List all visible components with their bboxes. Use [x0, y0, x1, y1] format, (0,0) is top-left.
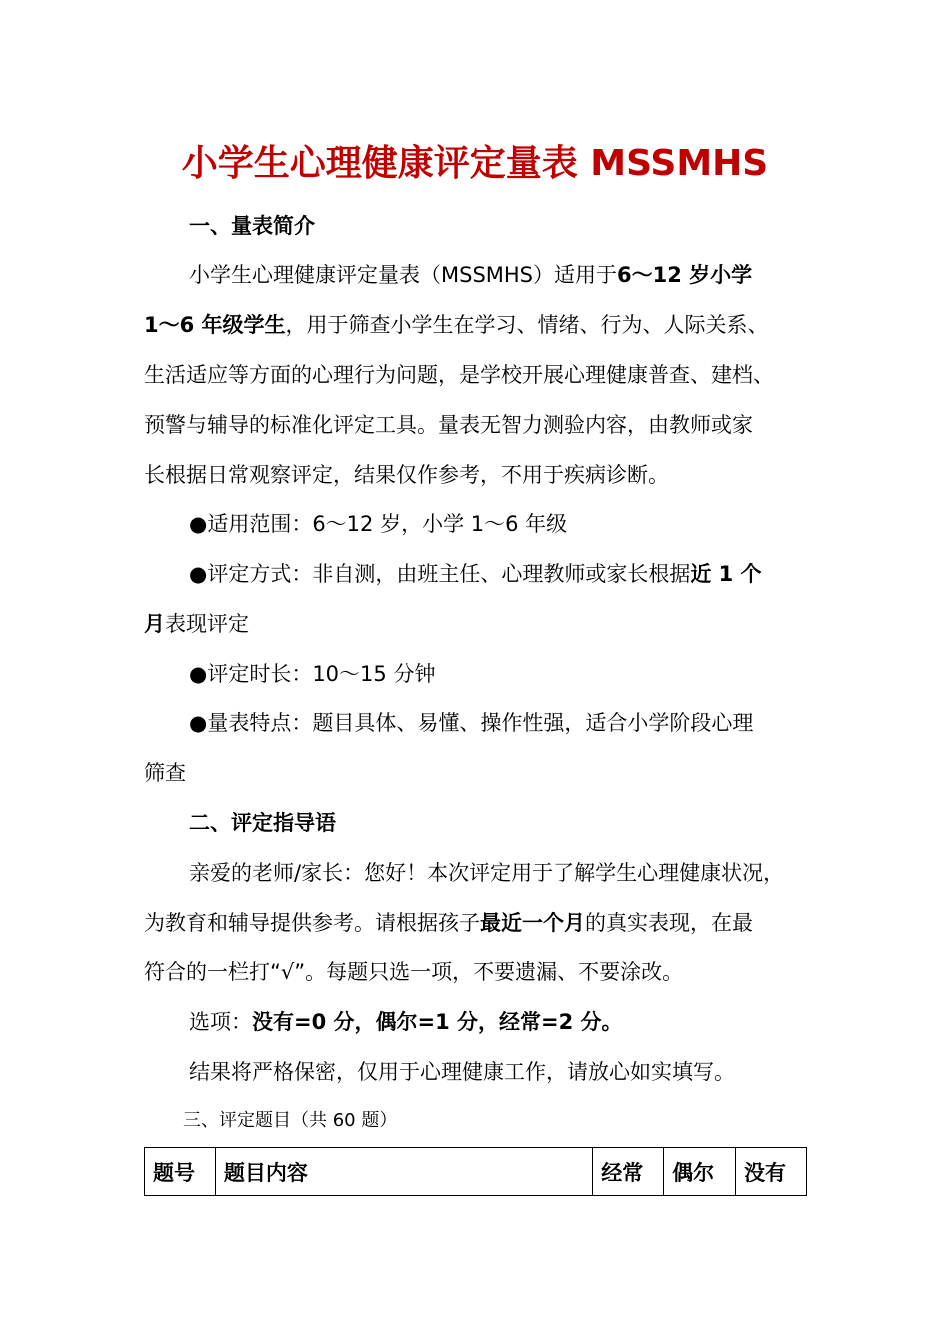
intro-line-3: 生活适应等方面的心理行为问题，是学校开展心理健康普查、建档、 — [144, 363, 774, 387]
instructions-line-3: 符合的一栏打“√”。每题只选一项，不要遗漏、不要涂改。 — [144, 960, 684, 984]
section-heading-items: 三、评定题目（共 60 题） — [183, 1110, 398, 1131]
intro-line-2: 1～6 年级学生，用于筛查小学生在学习、情绪、行为、人际关系、 — [144, 313, 769, 337]
intro-line-5: 长根据日常观察评定，结果仅作参考，不用于疾病诊断。 — [144, 463, 669, 487]
instructions-line-1: 亲爱的老师/家长：您好！本次评定用于了解学生心理健康状况， — [189, 861, 785, 885]
page-title: 小学生心理健康评定量表 MSSMHS — [181, 143, 769, 184]
bullet-features-cont: 筛查 — [144, 761, 186, 785]
bullet-features: ●量表特点：题目具体、易懂、操作性强，适合小学阶段心理 — [189, 711, 754, 735]
options-line: 选项：没有=0 分，偶尔=1 分，经常=2 分。 — [189, 1010, 623, 1034]
section-heading-intro: 一、量表简介 — [189, 214, 315, 238]
intro-line-4: 预警与辅导的标准化评定工具。量表无智力测验内容，由教师或家 — [144, 413, 753, 437]
header-sometimes: 偶尔 — [664, 1148, 736, 1196]
bullet-duration: ●评定时长：10～15 分钟 — [189, 662, 436, 686]
header-number: 题号 — [145, 1148, 216, 1196]
instructions-line-2: 为教育和辅导提供参考。请根据孩子最近一个月的真实表现，在最 — [144, 911, 753, 935]
header-often: 经常 — [593, 1148, 664, 1196]
section-heading-instructions: 二、评定指导语 — [189, 811, 336, 835]
confidential-line: 结果将严格保密，仅用于心理健康工作，请放心如实填写。 — [189, 1060, 735, 1084]
bullet-method-cont: 月表现评定 — [144, 612, 249, 636]
bullet-method: ●评定方式：非自测，由班主任、心理教师或家长根据近 1 个 — [189, 562, 762, 586]
header-never: 没有 — [736, 1148, 807, 1196]
bullet-scope: ●适用范围：6～12 岁，小学 1～6 年级 — [189, 512, 568, 536]
intro-line-1: 小学生心理健康评定量表（MSSMHS）适用于6～12 岁小学 — [189, 263, 753, 287]
table-header-row — [145, 1148, 807, 1196]
items-table — [144, 1147, 807, 1196]
header-content: 题目内容 — [215, 1148, 592, 1196]
